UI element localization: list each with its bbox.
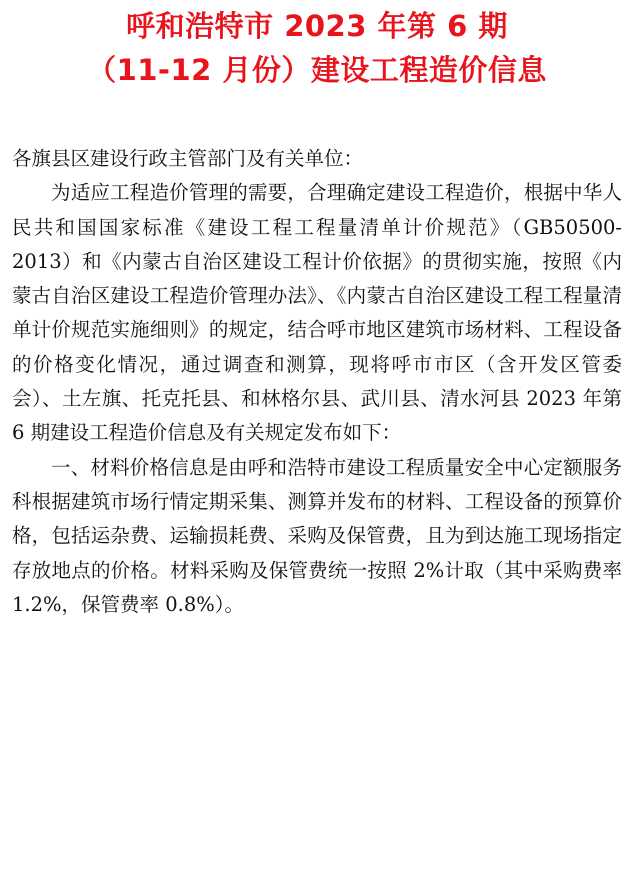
paragraph-item-1: 一、材料价格信息是由呼和浩特市建设工程质量安全中心定额服务科根据建筑市场行情定期采集、测算并发布的材料、工程设备的预算价格，包括运杂费、运输损耗费、采购及保管费，且为到达施工现场指定存放地点的价格。材料采购及保管费统一按照 2%计取（其中采购费率 1.2%，保管费率 0.8%）。	[12, 455, 622, 616]
document-title-line-2: （11-12 月份）建设工程造价信息	[87, 53, 547, 87]
document-title-line-1: 呼和浩特市 2023 年第 6 期	[126, 9, 508, 43]
document-body	[12, 142, 622, 622]
paragraph-intro: 为适应工程造价管理的需要，合理确定建设工程造价，根据中华人民共和国国家标准《建设工程工程量清单计价规范》（GB50500-2013）和《内蒙古自治区建设工程计价依据》的贯彻实施，按照《内蒙古自治区建设工程造价管理办法》、《内蒙古自治区建设工程工程量清单计价规范实施细则》的规定，结合呼市地区建筑市场材料、工程设备的价格变化情况，通过调查和测算，现将呼市市区（含开发区管委会）、土左旗、托克托县、和林格尔县、武川县、清水河县 2023 年第 6 期建设工程造价信息及有关规定发布如下：	[12, 181, 622, 445]
salutation: 各旗县区建设行政主管部门及有关单位：	[12, 147, 364, 170]
